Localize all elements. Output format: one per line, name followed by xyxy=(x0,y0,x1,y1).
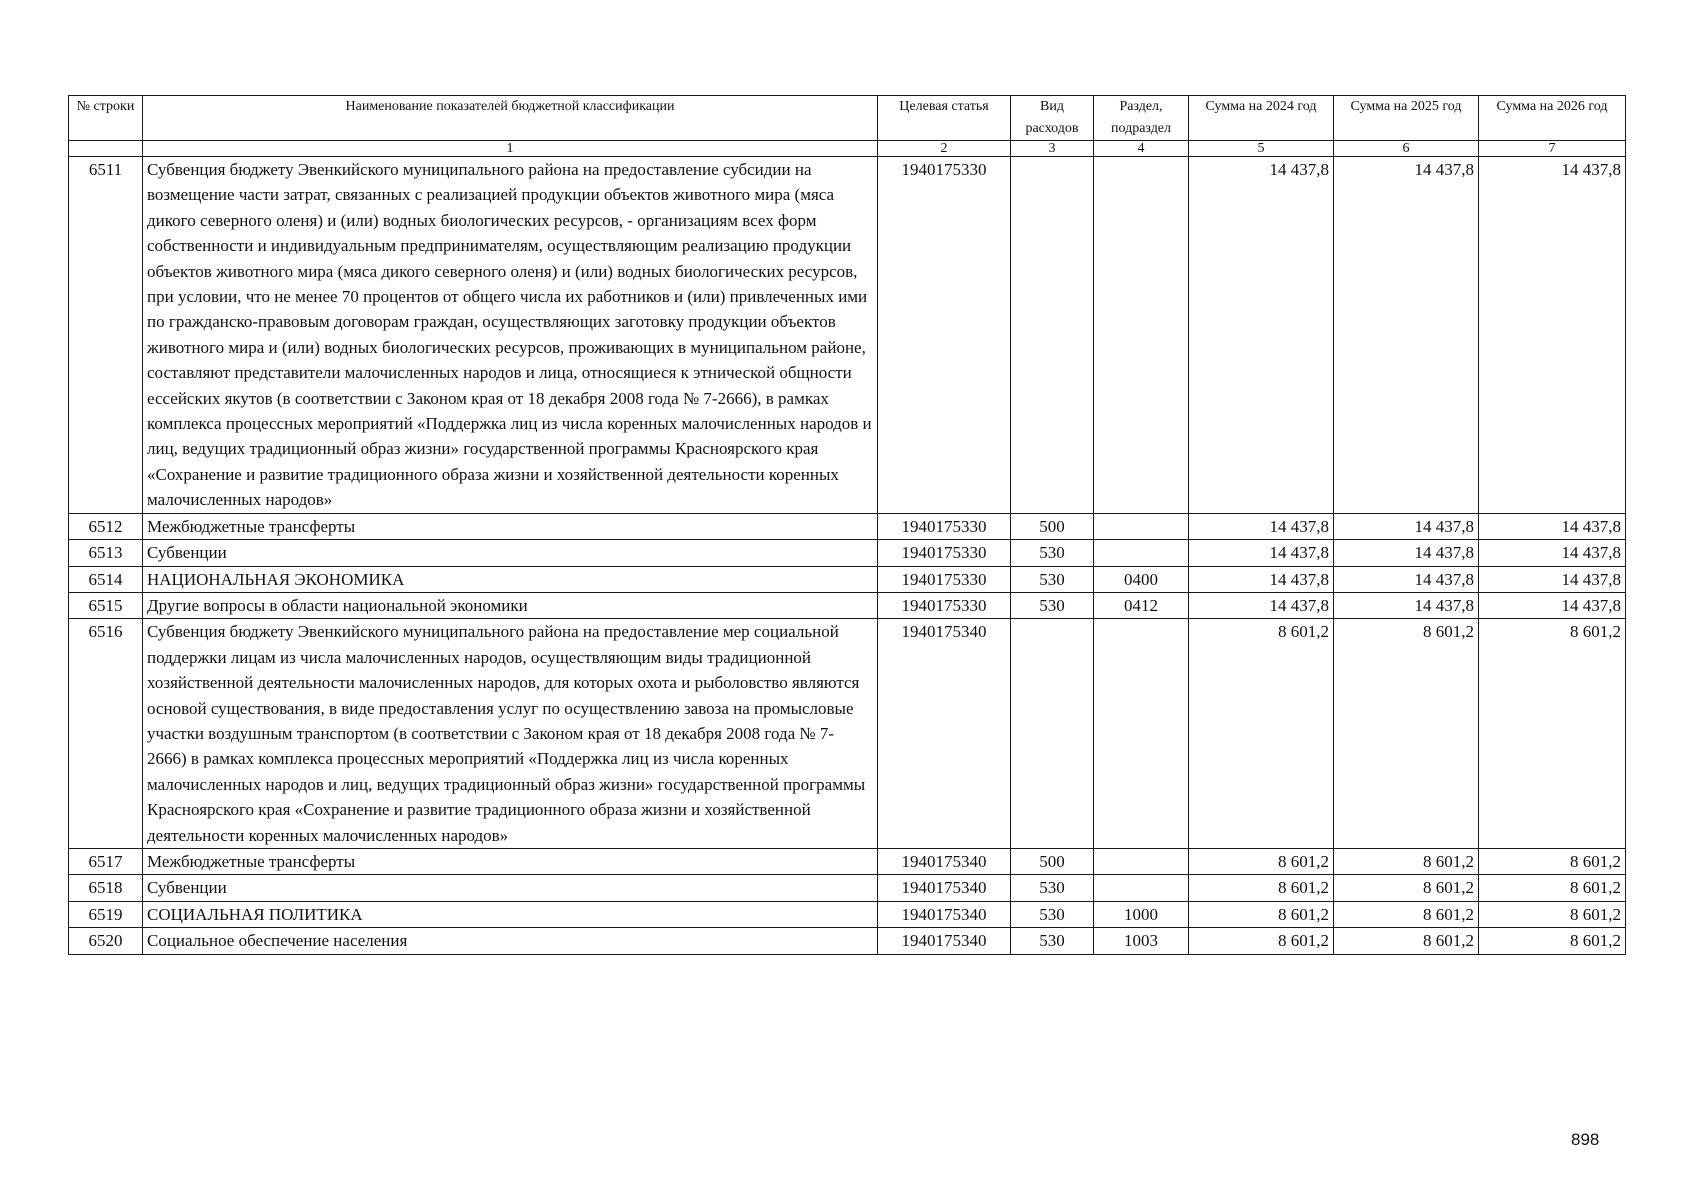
row-sum-2024: 8 601,2 xyxy=(1189,619,1334,849)
row-sum-2025: 8 601,2 xyxy=(1334,848,1479,874)
row-sum-2025: 14 437,8 xyxy=(1334,566,1479,592)
row-sum-2026: 8 601,2 xyxy=(1479,928,1626,954)
header-sum-2025: Сумма на 2025 год xyxy=(1334,96,1479,141)
table-row xyxy=(69,566,1626,592)
row-expense-type: 530 xyxy=(1011,875,1094,901)
row-expense-type: 530 xyxy=(1011,566,1094,592)
row-sum-2026: 8 601,2 xyxy=(1479,901,1626,927)
row-name: Другие вопросы в области национальной экономики xyxy=(143,592,878,618)
row-expense-type: 530 xyxy=(1011,540,1094,566)
row-section xyxy=(1094,157,1189,514)
row-number: 6520 xyxy=(69,928,143,954)
row-section: 1000 xyxy=(1094,901,1189,927)
row-sum-2025: 8 601,2 xyxy=(1334,901,1479,927)
column-number xyxy=(69,141,143,157)
row-number: 6517 xyxy=(69,848,143,874)
budget-sheet xyxy=(68,95,1625,955)
budget-table xyxy=(68,95,1626,955)
row-sum-2025: 14 437,8 xyxy=(1334,592,1479,618)
row-number: 6513 xyxy=(69,540,143,566)
row-target-code: 1940175340 xyxy=(878,619,1011,849)
row-sum-2026: 8 601,2 xyxy=(1479,848,1626,874)
table-row xyxy=(69,928,1626,954)
row-sum-2026: 8 601,2 xyxy=(1479,875,1626,901)
row-sum-2024: 14 437,8 xyxy=(1189,540,1334,566)
row-sum-2024: 8 601,2 xyxy=(1189,848,1334,874)
column-number: 2 xyxy=(878,141,1011,157)
column-number: 3 xyxy=(1011,141,1094,157)
row-name: Субвенция бюджету Эвенкийского муниципального района на предоставление субсидии на возмещение части затрат, связанных с реализацией продукции объектов животного мира (мяса дикого северного оленя) и (или) водных биологических ресурсов, - организациям всех форм собственности и индивидуальным предпринимателям, осуществляющим реализацию продукции объектов животного мира (мяса дикого северного оленя) и (или) водных биологических ресурсов, при условии, что не менее 70 процентов от общего числа их работников и (или) привлеченных ими по гражданско-правовым договорам граждан, осуществляющих заготовку продукции объектов животного мира и (или) водных биологических ресурсов, проживающих в муниципальном районе, составляют представители малочисленных народов и лица, относящиеся к этнической общности ессейских якутов (в соответствии с Законом края от 18 декабря 2008 года № 7-2666), в рамках комплекса процессных мероприятий «Поддержка лиц из числа коренных малочисленных народов и лиц, ведущих традиционный образ жизни» государственной программы Красноярского края «Сохранение и развитие традиционного образа жизни и хозяйственной деятельности коренных малочисленных народов» xyxy=(143,157,878,514)
row-name: Межбюджетные трансферты xyxy=(143,513,878,539)
table-row xyxy=(69,540,1626,566)
row-expense-type xyxy=(1011,157,1094,514)
table-row xyxy=(69,513,1626,539)
column-number: 5 xyxy=(1189,141,1334,157)
row-sum-2025: 8 601,2 xyxy=(1334,928,1479,954)
column-number: 1 xyxy=(143,141,878,157)
row-sum-2024: 8 601,2 xyxy=(1189,901,1334,927)
row-section xyxy=(1094,848,1189,874)
row-name: Социальное обеспечение населения xyxy=(143,928,878,954)
row-sum-2024: 8 601,2 xyxy=(1189,875,1334,901)
table-row xyxy=(69,875,1626,901)
header-section: Раздел, подраздел xyxy=(1094,96,1189,141)
row-expense-type: 530 xyxy=(1011,901,1094,927)
row-target-code: 1940175340 xyxy=(878,901,1011,927)
table-row xyxy=(69,848,1626,874)
row-sum-2026: 14 437,8 xyxy=(1479,157,1626,514)
header-row-no: № строки xyxy=(69,96,143,141)
row-section xyxy=(1094,619,1189,849)
row-number: 6518 xyxy=(69,875,143,901)
row-name: Субвенции xyxy=(143,540,878,566)
row-section xyxy=(1094,513,1189,539)
table-row xyxy=(69,901,1626,927)
column-number-row xyxy=(69,141,1626,157)
row-target-code: 1940175340 xyxy=(878,928,1011,954)
row-expense-type: 500 xyxy=(1011,513,1094,539)
row-target-code: 1940175330 xyxy=(878,513,1011,539)
row-sum-2024: 14 437,8 xyxy=(1189,566,1334,592)
header-sum-2026: Сумма на 2026 год xyxy=(1479,96,1626,141)
row-sum-2024: 14 437,8 xyxy=(1189,592,1334,618)
row-expense-type: 530 xyxy=(1011,592,1094,618)
row-section: 0412 xyxy=(1094,592,1189,618)
row-section: 0400 xyxy=(1094,566,1189,592)
row-number: 6516 xyxy=(69,619,143,849)
row-name: Субвенция бюджету Эвенкийского муниципального района на предоставление мер социальной поддержки лицам из числа малочисленных народов, осуществляющим виды традиционной хозяйственной деятельности малочисленных народов, для которых охота и рыболовство являются основой существования, в виде предоставления услуг по осуществлению завоза на промысловые участки воздушным транспортом (в соответствии с Законом края от 18 декабря 2008 года № 7-2666) в рамках комплекса процессных мероприятий «Поддержка лиц из числа коренных малочисленных народов и лиц, ведущих традиционный образ жизни» государственной программы Красноярского края «Сохранение и развитие традиционного образа жизни и хозяйственной деятельности коренных малочисленных народов» xyxy=(143,619,878,849)
row-sum-2024: 14 437,8 xyxy=(1189,513,1334,539)
row-section xyxy=(1094,875,1189,901)
row-sum-2025: 8 601,2 xyxy=(1334,875,1479,901)
row-name: СОЦИАЛЬНАЯ ПОЛИТИКА xyxy=(143,901,878,927)
column-number: 6 xyxy=(1334,141,1479,157)
row-target-code: 1940175330 xyxy=(878,592,1011,618)
header-target: Целевая статья xyxy=(878,96,1011,141)
row-sum-2026: 14 437,8 xyxy=(1479,540,1626,566)
row-target-code: 1940175340 xyxy=(878,848,1011,874)
row-number: 6519 xyxy=(69,901,143,927)
table-row xyxy=(69,157,1626,514)
row-sum-2026: 14 437,8 xyxy=(1479,566,1626,592)
row-section xyxy=(1094,540,1189,566)
column-number: 4 xyxy=(1094,141,1189,157)
row-sum-2024: 8 601,2 xyxy=(1189,928,1334,954)
row-expense-type: 500 xyxy=(1011,848,1094,874)
row-target-code: 1940175340 xyxy=(878,875,1011,901)
row-sum-2025: 14 437,8 xyxy=(1334,540,1479,566)
row-name: Межбюджетные трансферты xyxy=(143,848,878,874)
row-name: НАЦИОНАЛЬНАЯ ЭКОНОМИКА xyxy=(143,566,878,592)
table-row xyxy=(69,619,1626,849)
column-number: 7 xyxy=(1479,141,1626,157)
row-target-code: 1940175330 xyxy=(878,157,1011,514)
row-sum-2025: 14 437,8 xyxy=(1334,513,1479,539)
row-sum-2025: 8 601,2 xyxy=(1334,619,1479,849)
row-sum-2025: 14 437,8 xyxy=(1334,157,1479,514)
page-number: 898 xyxy=(1571,1130,1600,1149)
row-target-code: 1940175330 xyxy=(878,566,1011,592)
row-sum-2026: 14 437,8 xyxy=(1479,592,1626,618)
row-sum-2026: 8 601,2 xyxy=(1479,619,1626,849)
row-target-code: 1940175330 xyxy=(878,540,1011,566)
header-name: Наименование показателей бюджетной классификации xyxy=(143,96,878,141)
row-expense-type: 530 xyxy=(1011,928,1094,954)
header-expense-type: Вид расходов xyxy=(1011,96,1094,141)
row-sum-2024: 14 437,8 xyxy=(1189,157,1334,514)
row-number: 6512 xyxy=(69,513,143,539)
header-row xyxy=(69,96,1626,141)
row-expense-type xyxy=(1011,619,1094,849)
header-sum-2024: Сумма на 2024 год xyxy=(1189,96,1334,141)
row-number: 6515 xyxy=(69,592,143,618)
row-number: 6514 xyxy=(69,566,143,592)
row-name: Субвенции xyxy=(143,875,878,901)
row-sum-2026: 14 437,8 xyxy=(1479,513,1626,539)
table-row xyxy=(69,592,1626,618)
row-section: 1003 xyxy=(1094,928,1189,954)
row-number: 6511 xyxy=(69,157,143,514)
